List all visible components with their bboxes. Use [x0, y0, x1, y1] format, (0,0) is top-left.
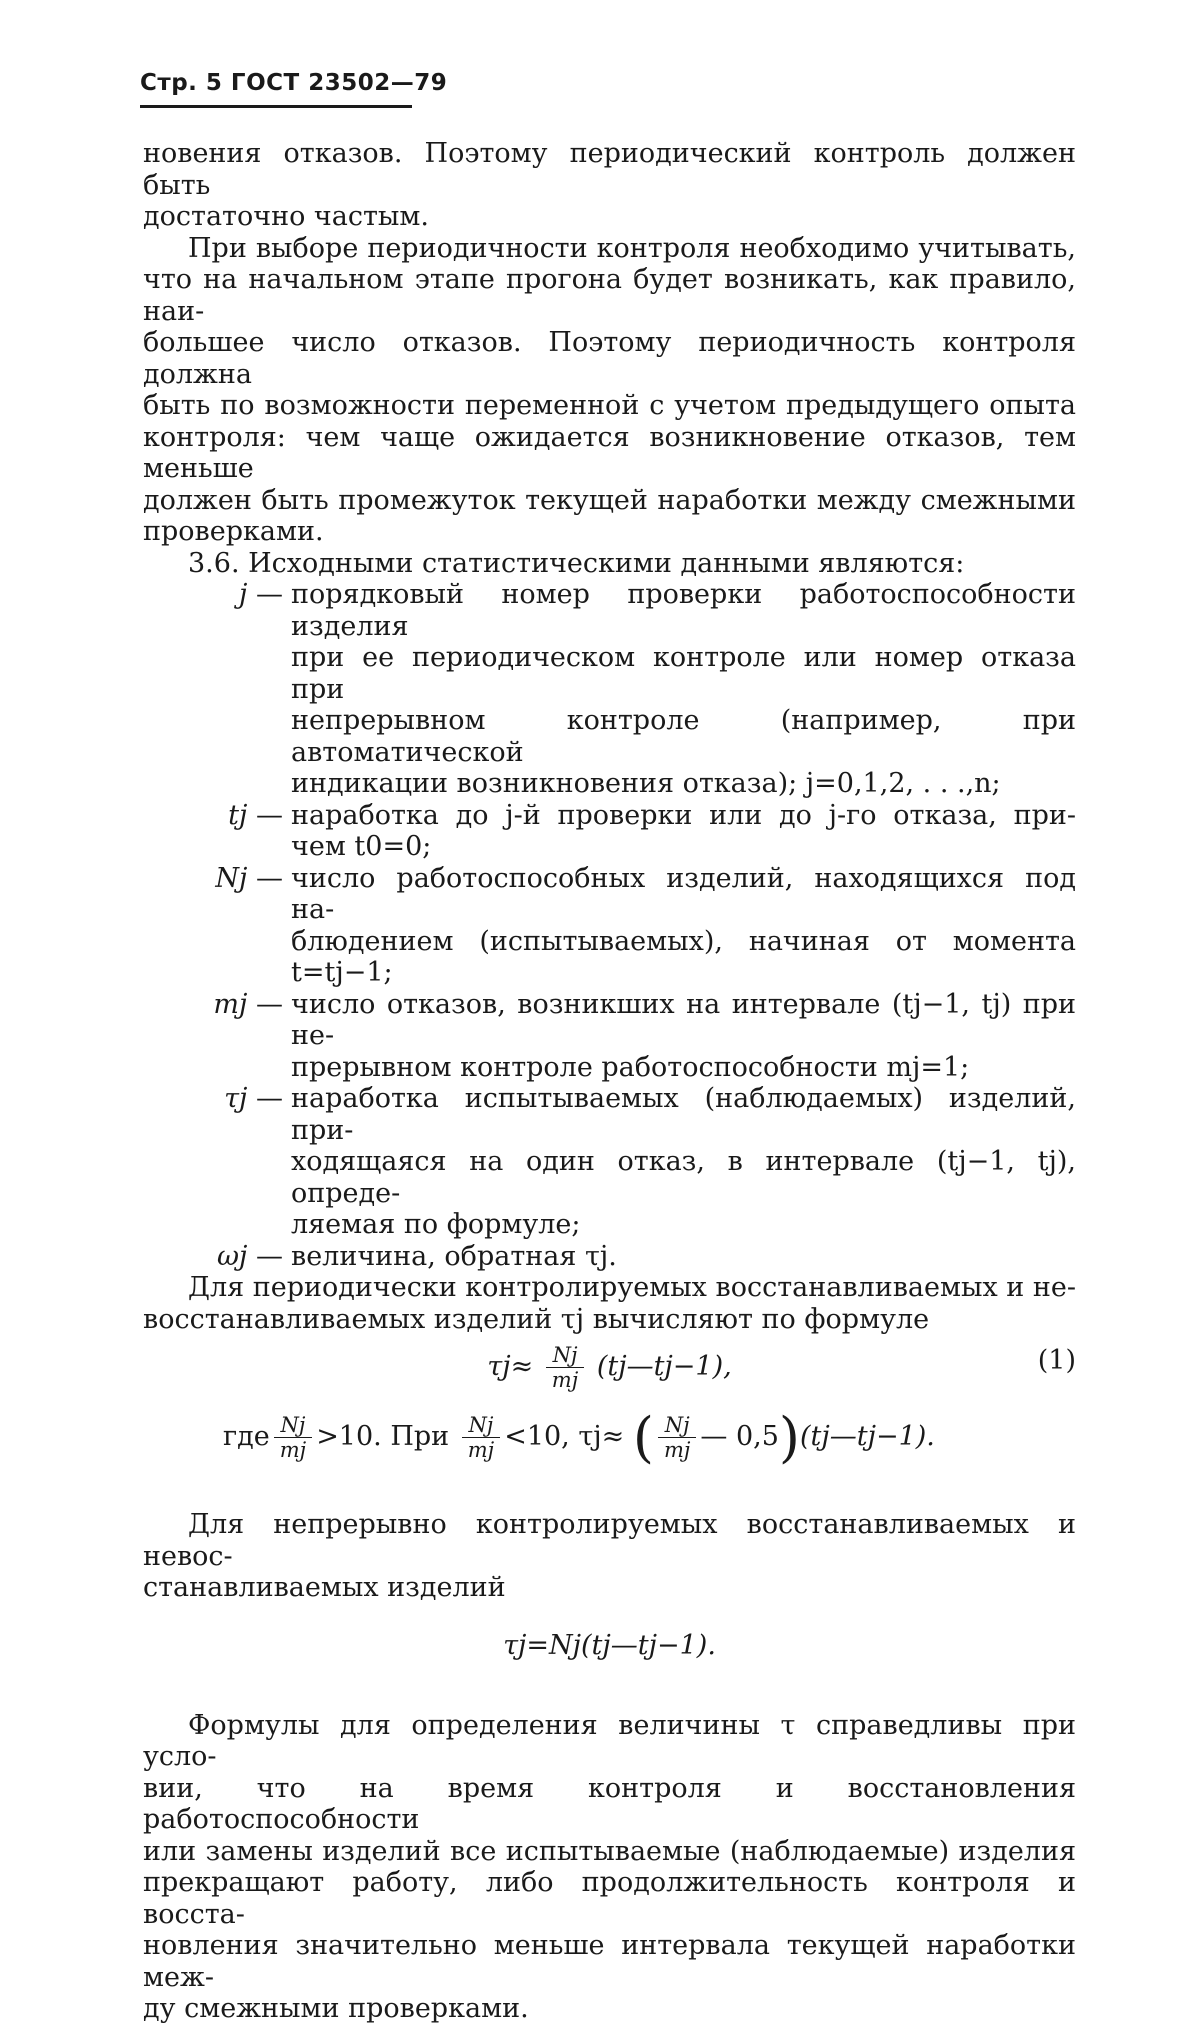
definition-line: наработка до j-й проверки или до j-го отказа, при-	[291, 799, 1076, 831]
definition-j	[143, 579, 1076, 800]
definitions-list	[143, 579, 1076, 1272]
text-line: достаточно частым.	[143, 201, 429, 232]
page-header: Стр. 5 ГОСТ 23502—79	[140, 70, 448, 96]
formula-lhs: τj≈	[487, 1351, 534, 1382]
formula-rhs: (tj—tj−1),	[596, 1351, 732, 1382]
fraction: $\frac{Nj}{mj}$	[274, 1413, 312, 1462]
section-3-6-heading: 3.6. Исходными статистическими данными являются:	[188, 547, 965, 579]
definition-line: порядковый номер проверки работоспособности изделия	[291, 579, 1076, 642]
formula-2: где $\frac{Nj}{mj}$ >10. При $\frac{Nj}{mj}$ <10, τj≈ ( $\frac{Nj}{mj}$ — 0,5)(tj—tj−1).	[223, 1405, 935, 1469]
formula-condition: >10. При	[316, 1421, 450, 1452]
text-line: большее число отказов. Поэтому периодичность контроля должна	[143, 327, 1076, 390]
paragraph-6	[143, 1710, 1076, 2025]
formula-1	[143, 1335, 1076, 1405]
definition-line: индикации возникновения отказа); j=0,1,2, . . .,n;	[291, 768, 1001, 799]
definition-line: число работоспособных изделий, находящихся под на-	[291, 862, 1076, 925]
formula-text: τj=Nj(tj—tj−1).	[503, 1629, 716, 1661]
text-line: станавливаемых изделий	[143, 1572, 506, 1603]
text-line: новления значительно меньше интервала текущей наработки меж-	[143, 1930, 1076, 1993]
text-line: контроля: чем чаще ожидается возникновение отказов, тем меньше	[143, 421, 1076, 484]
formula-rhs: (tj—tj−1).	[800, 1421, 935, 1452]
definition-symbol: ωj —	[217, 1240, 283, 1272]
text-line: прекращают работу, либо продолжительность контроля и восста-	[143, 1867, 1076, 1930]
paragraph-5	[143, 1509, 1076, 1604]
text-line: или замены изделий все испытываемые (наблюдаемые) изделия	[143, 1835, 1076, 1867]
fraction: $\frac{Nj}{mj}$	[658, 1413, 696, 1462]
definition-line: при ее периодическом контроле или номер отказа при	[291, 642, 1076, 705]
definition-omegaj	[143, 1241, 1076, 1273]
definition-line: ходящаяся на один отказ, в интервале (tj−1, tj), опреде-	[291, 1146, 1076, 1209]
definition-nj	[143, 863, 1076, 989]
definition-line: величина, обратная τj.	[291, 1240, 617, 1272]
text-line: проверками.	[143, 516, 324, 547]
formula-term: — 0,5	[700, 1421, 779, 1452]
formula-3	[143, 1604, 1076, 1700]
text-line: ду смежными проверками.	[143, 1993, 529, 2024]
definition-line: число отказов, возникших на интервале (tj−1, tj) при не-	[291, 988, 1076, 1051]
text-line: вии, что на время контроля и восстановления работоспособности	[143, 1772, 1076, 1835]
formula-prefix: где	[223, 1421, 270, 1452]
definition-symbol: Nj —	[215, 862, 283, 894]
text-line: восстанавливаемых изделий τj вычисляют по формуле	[143, 1303, 930, 1335]
definition-symbol: τj —	[224, 1083, 283, 1114]
text-line: При выборе периодичности контроля необходимо учитывать,	[188, 232, 1076, 264]
definition-line: чем t0=0;	[291, 831, 432, 862]
text-line: Для непрерывно контролируемых восстанавливаемых и невос-	[143, 1509, 1076, 1572]
text-line: Формулы для определения величины τ справедливы при усло-	[143, 1709, 1076, 1772]
definition-line: t=tj−1;	[291, 957, 393, 988]
definition-line: ляемая по формуле;	[291, 1209, 581, 1240]
header-rule	[140, 105, 412, 108]
paragraph-2	[143, 233, 1076, 548]
formula-number: (1)	[1037, 1345, 1076, 1376]
paragraph-4	[143, 1272, 1076, 1335]
definition-tauj	[143, 1083, 1076, 1241]
text-line: новения отказов. Поэтому периодический контроль должен быть	[143, 138, 1076, 201]
definition-line: наработка испытываемых (наблюдаемых) изделий, при-	[291, 1083, 1076, 1146]
document-body	[143, 138, 1076, 2025]
definition-symbol: mj —	[213, 988, 283, 1020]
definition-line: непрерывном контроле (например, при автоматической	[291, 705, 1076, 768]
definition-symbol: tj —	[228, 799, 283, 831]
paragraph-1	[143, 138, 1076, 233]
fraction: $\frac{Nj}{mj}$	[462, 1413, 500, 1462]
text-line: должен быть промежуток текущей наработки между смежными	[143, 484, 1076, 516]
formula-condition: <10, τj≈	[504, 1421, 625, 1452]
definition-symbol: j —	[239, 579, 283, 610]
text-line: что на начальном этапе прогона будет возникать, как правило, наи-	[143, 264, 1076, 327]
definition-line: блюдением (испытываемых), начиная от момента	[291, 925, 1076, 957]
fraction: $\frac{Nj}{mj}$	[546, 1343, 584, 1392]
text-line: Для периодически контролируемых восстанавливаемых и не-	[188, 1272, 1076, 1303]
text-line: быть по возможности переменной с учетом предыдущего опыта	[143, 390, 1076, 421]
definition-tj	[143, 800, 1076, 863]
definition-mj	[143, 989, 1076, 1084]
definition-line: прерывном контроле работоспособности mj=1;	[291, 1051, 970, 1083]
